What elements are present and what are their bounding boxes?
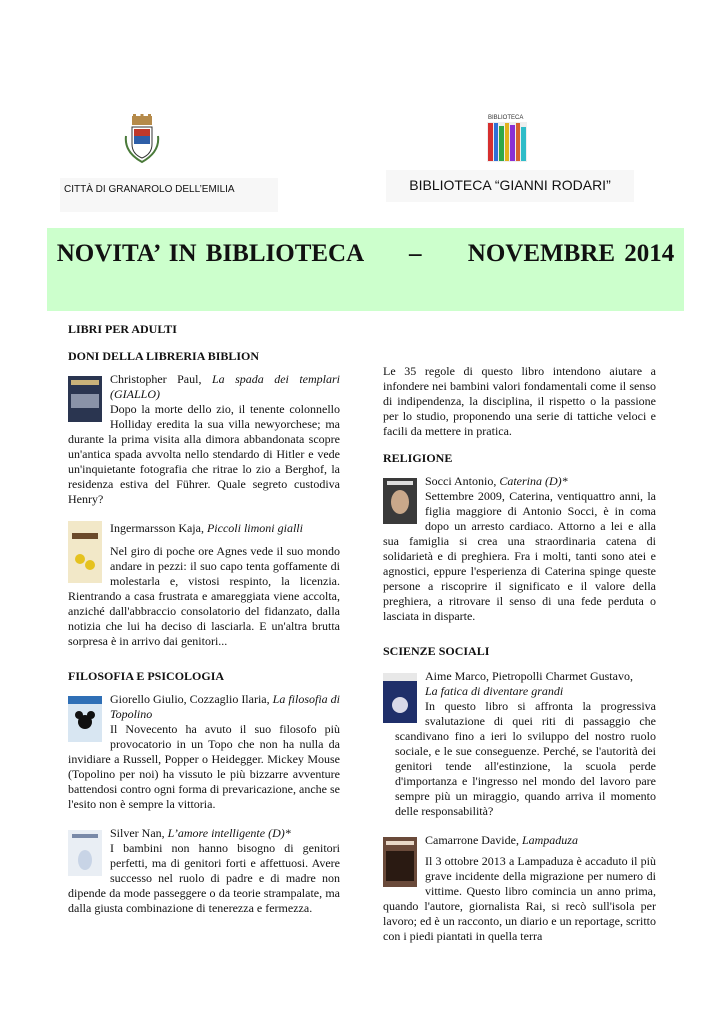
section-heading: LIBRI PER ADULTI	[68, 322, 177, 336]
book-description: Dopo la morte dello zio, il tenente colonnello Holliday eredita la sua villa newyorchese; ma durante la prima visita alla dimora abbandonata scopre un'antica spada avvolta nello stendardo di Hitler e vede un'inquietante fotografia che ritrae lo zio a Berghof, la residenza estiva del Führer. Quale segreto custodiva Henry?	[68, 402, 340, 506]
book-author: Camarrone Davide,	[425, 833, 522, 847]
book-author: Christopher Paul,	[110, 372, 212, 386]
book-description: Il Novecento ha avuto il suo filosofo più provocatorio in un Topo che non ha nulla da invidiare a Russell, Popper o Heidegger. Mickey Mouse (Topolino per noi) ha vissuto le più bizzarre avventure battendosi contro ogni forma di prevaricazione, anche se l'esito non è sempre la vittoria.	[68, 722, 340, 811]
book-description: In questo libro si affronta la progressiva svalutazione di quei riti di passaggio che scandivano fino a ieri lo sviluppo del nostro ruolo sociale, e le sue conseguenze. Perché, se l'autorità dei genitori tende all'estinzione, la scuola perde d'importanza e l'ingresso nel mondo del lavoro pare sempre più un miraggio, quando arriva il momento delle responsabilità?	[395, 699, 656, 818]
book-cover-image	[68, 830, 102, 876]
book-entry	[383, 474, 656, 624]
book-entry	[68, 372, 340, 507]
section-heading: SCIENZE SOCIALI	[383, 644, 490, 658]
book-cover-image	[68, 696, 102, 742]
book-title: Caterina (D)*	[499, 474, 568, 488]
book-entry	[383, 669, 656, 819]
book-author: Aime Marco, Pietropolli Charmet Gustavo,	[425, 669, 633, 683]
book-title: La fatica di diventare grandi	[425, 684, 564, 698]
book-title: La filosofia di Topolino	[110, 692, 340, 721]
section-heading: DONI DELLA LIBRERIA BIBLION	[68, 349, 260, 363]
book-author: Socci Antonio,	[425, 474, 500, 488]
book-cover-image	[383, 837, 417, 887]
book-author: Ingermarsson Kaja,	[110, 521, 207, 535]
book-title: La spada dei templari (GIALLO)	[110, 372, 340, 401]
book-author: Silver Nan,	[110, 826, 168, 840]
svg-text:BIBLIOTECA: BIBLIOTECA	[488, 115, 524, 121]
left-column	[68, 322, 340, 916]
book-author: Giorello Giulio, Cozzaglio Ilaria,	[110, 692, 273, 706]
book-entry	[68, 517, 340, 649]
book-title: Lampaduza	[521, 833, 578, 847]
book-title: L’amore intelligente (D)*	[167, 826, 291, 840]
book-description: Le 35 regole di questo libro intendono aiutare a infondere nei bambini valori fondamentali come il senso di indipendenza, la disciplina, il rispetto o la passione per lo studio, proponendo una serie di tattiche veloci e facili da mettere in pratica.	[383, 364, 656, 438]
section-heading: FILOSOFIA E PSICOLOGIA	[68, 669, 225, 683]
city-crest-icon	[122, 114, 162, 166]
page-title: NOVITA’ IN BIBLIOTECA – NOVEMBRE 2014	[56, 240, 675, 267]
book-entry	[68, 692, 340, 812]
library-logo-icon	[484, 112, 530, 164]
library-name: BIBLIOTECA “GIANNI RODARI”	[386, 170, 634, 202]
book-entry	[68, 826, 340, 916]
city-name: CITTÀ DI GRANAROLO DELL’EMILIA	[60, 178, 278, 212]
book-cover-image	[383, 478, 417, 524]
book-cover-image	[383, 673, 417, 723]
right-column	[383, 364, 656, 944]
book-description: I bambini non hanno bisogno di genitori perfetti, ma di genitori forti e affettuosi. Avere successo nel ruolo di padre e di madre non dipende da mode passeggere o da teorie strampalate, ma dalla giusta combinazione di tenerezza e fermezza.	[68, 841, 340, 915]
book-cover-image	[68, 376, 102, 422]
book-description: Il 3 ottobre 2013 a Lampaduza è accaduto il più grave incidente della migrazione per numero di vittime. Questo libro comincia un anno prima, quando l'autore, giornalista Rai, si recò sull'isola per lavoro; ed è un racconto, un diario e un reportage, scritto con i piedi piantati in quella terra	[383, 854, 656, 943]
section-heading: RELIGIONE	[383, 451, 453, 465]
book-description: Nel giro di poche ore Agnes vede il suo mondo andare in pezzi: il suo capo tenta goffamente di molestarla e, vistosi respinto, la licenzia. Rientrando a casa frustrata e amareggiata viene accolta, anziché dall'abbraccio consolatorio del fidanzato, dalla notizia che lui ha deciso di lasciarla. E un'altra brutta sorpresa è in arrivo dai genitori...	[68, 544, 340, 648]
title-banner	[47, 228, 684, 311]
book-cover-image	[68, 521, 102, 583]
book-description: Settembre 2009, Caterina, ventiquattro anni, la figlia maggiore di Antonio Socci, è in coma dopo un arresto cardiaco. Attorno a lei e alla sua famiglia si crea una straordinaria catena di solidarietà e di preghiera. Fra i molti, tanti sono atei e agnostici, eppure l'esperienza di Caterina spinge queste persone a riscoprire il significato e il valore della preghiera, a ritrovare il senso di una fede perduta o lasciata in disparte.	[383, 489, 656, 623]
book-title: Piccoli limoni gialli	[206, 521, 303, 535]
book-entry	[383, 833, 656, 944]
